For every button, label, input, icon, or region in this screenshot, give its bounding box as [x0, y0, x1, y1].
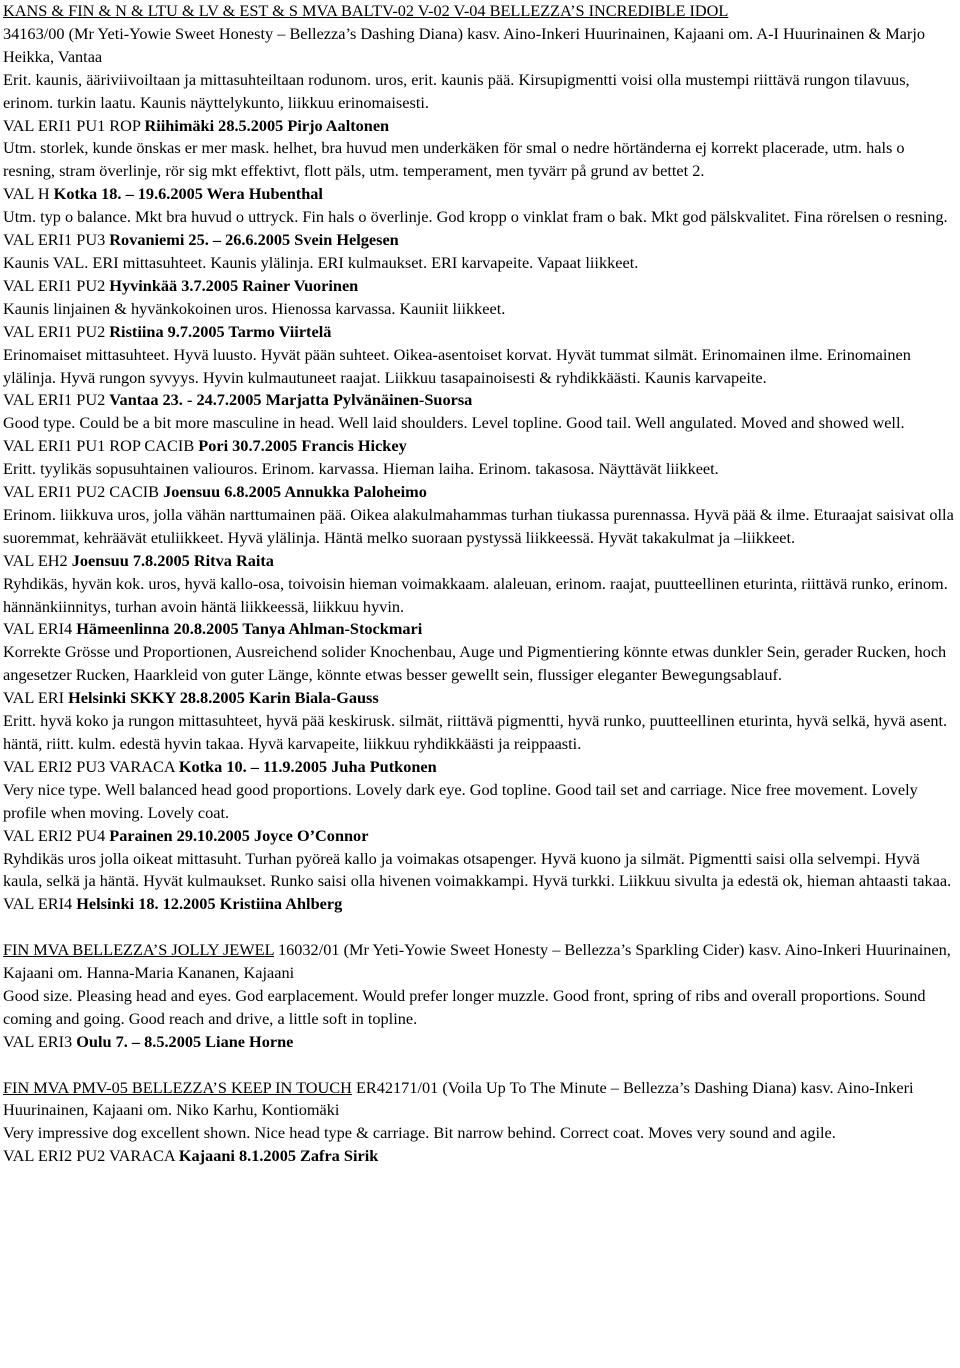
judge-critique: Korrekte Grösse und Proportionen, Ausreichend solider Knochenbau, Auge und Pigmentiering könnte etwas dunkler Sein, gerader Rucken, hoch angesetzer Rucken, Haarkleid von guter Länge, könnte etwas besser gewellt sein, flussiger eleganter Bewegungsablauf. [3, 642, 947, 685]
award: VAL ERI4 [3, 619, 77, 639]
dog3-name: FIN MVA PMV-05 BELLEZZA’S KEEP IN TOUCH [3, 1077, 352, 1097]
judge-critique: Utm. typ o balance. Mkt bra huvud o uttryck. Fin hals o överlinje. God kropp o vinklat fram o bak. Mkt god pälskvalitet. Fina rörelsen o resning. [3, 207, 948, 227]
paragraph-gap [3, 916, 955, 939]
award: VAL ERI1 PU2 [3, 390, 110, 410]
result-line [3, 389, 955, 412]
paragraph-gap [3, 1054, 955, 1077]
judge-critique: Eritt. tyylikäs sopusuhtainen valiouros. Erinom. karvassa. Hieman laiha. Erinom. takasosa. Näyttävät liikkeet. [3, 459, 719, 479]
show-and-judge: Hämeenlinna 20.8.2005 Tanya Ahlman-Stockmari [76, 619, 423, 639]
award: VAL H [3, 184, 54, 204]
show-and-judge: Ristiina 9.7.2005 Tarmo Viirtelä [109, 321, 332, 341]
show-and-judge: Helsinki 18. 12.2005 Kristiina Ahlberg [76, 894, 343, 914]
dog2-registration: 16032/01 (Mr Yeti-Yowie Sweet Honesty – Bellezza’s Sparkling Cider) kasv. Aino-Inkeri Huurinainen, Kajaani om. Hanna-Maria Kananen, Kajaani [3, 940, 951, 983]
judge-critique: Utm. storlek, kunde önskas er mer mask. helhet, bra huvud men underkäken för smal o nedre hörtänderna ej korrekt placerade, utm. hals o resning, stram överlinje, rör sig mkt effektivt, flott päls, utm. temperament, men tyvärr på grund av bettet 2. [3, 138, 905, 181]
result-line [3, 756, 955, 779]
show-and-judge: Joensuu 7.8.2005 Ritva Raita [71, 550, 274, 570]
award: VAL ERI1 PU2 [3, 275, 110, 295]
judge-critique: Ryhdikäs uros jolla oikeat mittasuht. Turhan pyöreä kallo ja voimakas otsapenger. Hyvä kuono ja silmät. Pigmentti saisi olla selvempi. Hyvä kaula, selkä ja häntä. Hyvät kulmaukset. Runko saisi olla hivenen voimakkampi. Hyvä turkki. Liikkuu sivulta ja edestä ok, hieman ahtaasti takaa. [3, 848, 952, 891]
dog3-show-judge: Kajaani 8.1.2005 Zafra Sirik [178, 1146, 379, 1166]
dog3-heading [3, 1077, 955, 1123]
award: VAL ERI [3, 688, 69, 708]
judge-critique: Erinom. liikkuva uros, jolla vähän narttumainen pää. Oikea alakulmahammas turhan tiukassa purennassa. Hyvä pää & ilme. Eturaajat saisivat olla suoremmat, kehräävät etuliikkeet. Hyvä ylälinja. Häntä melko suoraan pystyssä liikkeessä. Hyvät takakulmat ja –liikkeet. [3, 504, 954, 547]
result-line [3, 893, 955, 916]
result-line [3, 481, 955, 504]
show-and-judge: Kotka 18. – 19.6.2005 Wera Hubenthal [53, 184, 323, 204]
judge-critique: Ryhdikäs, hyvän kok. uros, hyvä kallo-osa, toivoisin hieman voimakkaam. alaleuan, erinom. raajat, puutteellinen eturinta, riittävä runko, erinom. hännänkiinnitys, turhan avoin häntä liikkeessä, liikkuu hyvin. [3, 573, 948, 616]
dog-title-line: KANS & FIN & N & LTU & LV & EST & S MVA BALTV-02 V-02 V-04 BELLEZZA’S INCREDIBLE IDOL [3, 1, 729, 20]
result-line [3, 550, 955, 573]
result-line [3, 183, 955, 206]
judge-critique: Erit. kaunis, ääriviivoiltaan ja mittasuhteiltaan rodunom. uros, erit. kaunis pää. Kirsupigmentti voisi olla mustempi riittävä rungon tilavuus, erinom. turkin laatu. Kaunis näyttelykunto, liikkuu erinomaisesti. [3, 69, 910, 112]
show-and-judge: Helsinki SKKY 28.8.2005 Karin Biala-Gauss [68, 688, 379, 708]
award: VAL ERI1 PU2 [3, 321, 110, 341]
result-line [3, 687, 955, 710]
show-and-judge: Kotka 10. – 11.9.2005 Juha Putkonen [178, 756, 437, 776]
award: VAL ERI2 PU3 VARACA [3, 756, 179, 776]
judge-critique: Eritt. hyvä koko ja rungon mittasuhteet, hyvä pää keskirusk. silmät, riittävä pigmentti, hyvä runko, puutteellinen eturinta, hyvä selkä, hyvä asent. häntä, riitt. kulm. edestä hyvin takaa. Hyvä karvapeite, liikkuu ryhdikkäästi ja reippaasti. [3, 711, 948, 753]
show-and-judge: Parainen 29.10.2005 Joyce O’Connor [109, 825, 369, 845]
show-and-judge: Rovaniemi 25. – 26.6.2005 Svein Helgesen [109, 230, 399, 250]
result-line [3, 825, 955, 848]
judge-critique: Kaunis VAL. ERI mittasuhteet. Kaunis ylälinja. ERI kulmaukset. ERI karvapeite. Vapaat liikkeet. [3, 252, 639, 272]
judge-critique: Erinomaiset mittasuhteet. Hyvä luusto. Hyvät pään suhteet. Oikea-asentoiset korvat. Hyvät tummat silmät. Erinomainen ilme. Erinomainen ylälinja. Hyvä rungon syvyys. Hyvin kulmautuneet raajat. Liikkuu tasapainoisesti & ryhdikkäästi. Kaunis karvapeite. [3, 344, 911, 387]
award: VAL ERI1 PU2 CACIB [3, 482, 164, 502]
judge-critique: Good type. Could be a bit more masculine in head. Well laid shoulders. Level topline. Good tail. Well angulated. Moved and showed well. [3, 413, 905, 433]
show-and-judge: Joensuu 6.8.2005 Annukka Paloheimo [163, 482, 427, 502]
award: VAL ERI1 PU1 ROP CACIB [3, 436, 199, 456]
show-and-judge: Pori 30.7.2005 Francis Hickey [198, 436, 407, 456]
award: VAL EH2 [3, 550, 72, 570]
judge-critique: Very nice type. Well balanced head good proportions. Lovely dark eye. God topline. Good tail set and carriage. Nice free movement. Lovely profile when moving. Lovely coat. [3, 779, 918, 822]
dog3-award: VAL ERI2 PU2 VARACA [3, 1146, 179, 1166]
result-line [3, 321, 955, 344]
result-line [3, 618, 955, 641]
dog3-critique: Very impressive dog excellent shown. Nice head type & carriage. Bit narrow behind. Correct coat. Moves very sound and agile. [3, 1123, 836, 1143]
award: VAL ERI1 PU3 [3, 230, 110, 250]
show-and-judge: Riihimäki 28.5.2005 Pirjo Aaltonen [144, 115, 390, 135]
dog2-award: VAL ERI3 [3, 1031, 77, 1051]
dog2-result-line [3, 1031, 955, 1054]
dog2-name: FIN MVA BELLEZZA’S JOLLY JEWEL [3, 940, 274, 960]
show-and-judge: Vantaa 23. - 24.7.2005 Marjatta Pylvänäinen-Suorsa [109, 390, 473, 410]
result-line [3, 435, 955, 458]
award: VAL ERI2 PU4 [3, 825, 110, 845]
dog2-heading [3, 939, 955, 985]
award: VAL ERI1 PU1 ROP [3, 115, 145, 135]
judge-critique: Kaunis linjainen & hyvänkokoinen uros. Hienossa karvassa. Kauniit liikkeet. [3, 298, 506, 318]
show-results-list [3, 115, 955, 917]
show-and-judge: Hyvinkää 3.7.2005 Rainer Vuorinen [109, 275, 359, 295]
result-line [3, 275, 955, 298]
dog3-registration: ER42171/01 (Voila Up To The Minute – Bellezza’s Dashing Diana) kasv. Aino-Inkeri Huurinainen, Kajaani om. Niko Karhu, Kontiomäki [3, 1077, 914, 1120]
dog2-critique: Good size. Pleasing head and eyes. God earplacement. Would prefer longer muzzle. Good front, spring of ribs and overall proportions. Sound coming and going. Good reach and drive, a little soft in topline. [3, 985, 926, 1028]
registration-and-breeder: 34163/00 (Mr Yeti-Yowie Sweet Honesty – Bellezza’s Dashing Diana) kasv. Aino-Inkeri Huurinainen, Kajaani om. A-I Huurinainen & Marjo Heikka, Vantaa [3, 23, 925, 66]
result-line [3, 229, 955, 252]
dog2-show-judge: Oulu 7. – 8.5.2005 Liane Horne [76, 1031, 294, 1051]
dog3-result-line [3, 1145, 955, 1168]
result-line [3, 115, 955, 138]
award: VAL ERI4 [3, 894, 77, 914]
